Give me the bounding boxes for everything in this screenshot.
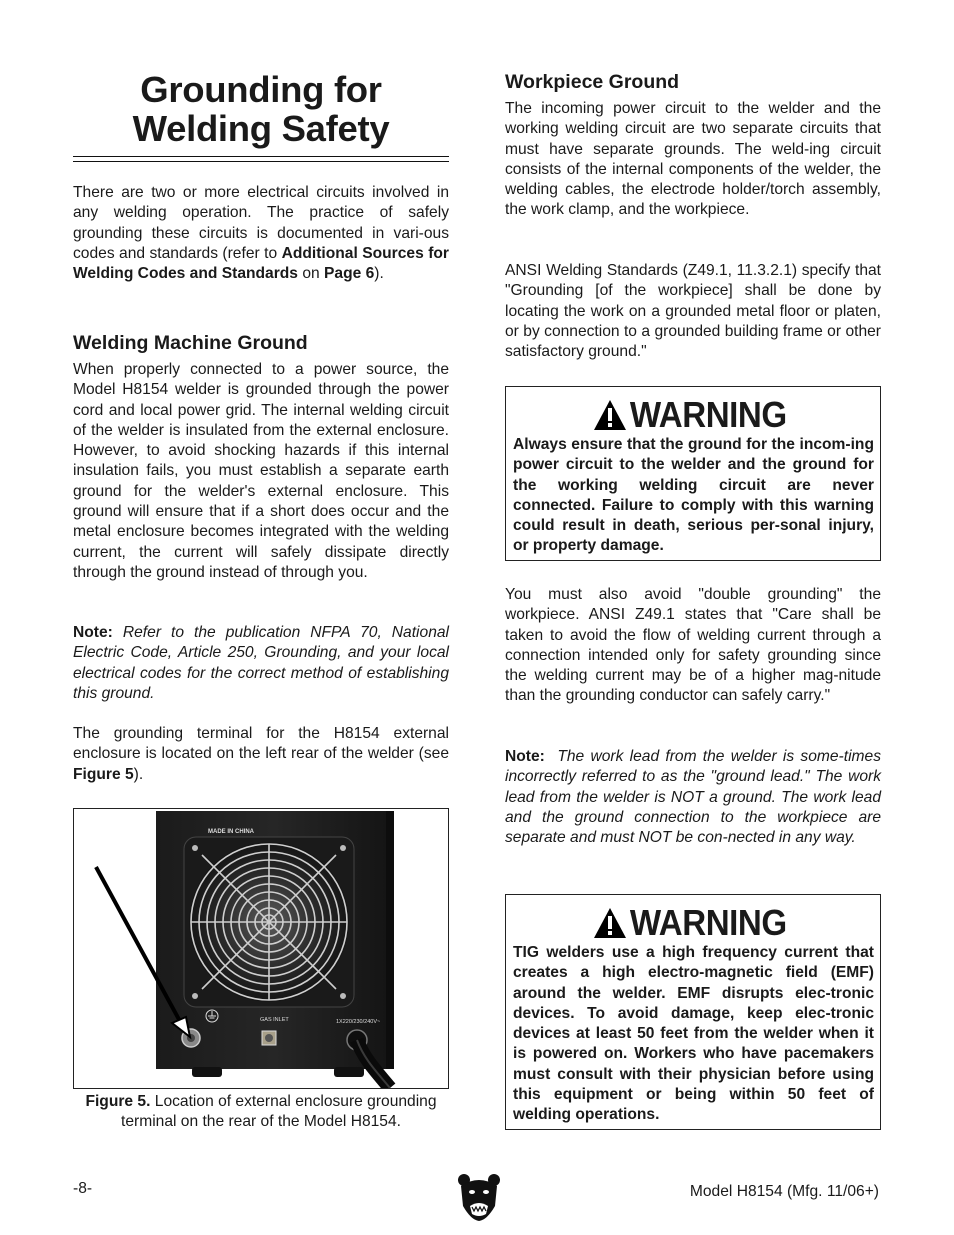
warning-word: WARNING — [629, 902, 787, 943]
welder-rear-illustration — [74, 809, 448, 1088]
page-number: -8- — [73, 1180, 93, 1197]
warning-box-2 — [505, 894, 881, 1130]
machine-ground-note: Note: Refer to the publication NFPA 70, National Electric Code, Article 250, Grounding, and your local electrical codes for the correct method of establishing this ground. — [73, 624, 450, 702]
warning-2-text: TIG welders use a high frequency current that creates a high electro-magnetic field (EMF) around the welder. EMF disrupts elec-tronic devices. To avoid damage, keep elec-tronic devices at least 50 feet from the welder when it is powered on. Workers who have pacemakers must consult with their physician before using this equipment or being within 50 feet of welding operations. — [513, 944, 874, 1124]
bear-logo-icon — [457, 1172, 501, 1222]
warning-1-text: Always ensure that the ground for the incom-ing power circuit to the welder and the ground for the working welding circuit are never connected. Failure to comply with this warning could result in death, serious per-sonal injury, or property damage. — [513, 436, 874, 555]
model-footer: Model H8154 (Mfg. 11/06+) — [689, 1183, 879, 1200]
figure-5-photo — [73, 808, 449, 1089]
double-grounding-paragraph: You must also avoid "double grounding" the workpiece. ANSI Z49.1 states that "Care shall be taken to avoid the flow of welding current through a connection intended only for safety grounding since the welding current may be of a higher mag-nitude than the grounding conductor can safely carry." — [505, 586, 881, 705]
intro-reference: Additional Sources for Welding Codes and Standards — [73, 244, 449, 283]
voltage-label: 1X220/230/240V~ — [336, 1019, 381, 1025]
grounding-terminal-paragraph: The grounding terminal for the H8154 external enclosure is located on the left rear of the welder (see Figure 5). — [73, 725, 449, 783]
welding-machine-ground-heading: Welding Machine Ground — [73, 332, 308, 354]
welding-machine-ground-body: When properly connected to a power source, the Model H8154 welder is grounded through the power cord and local power grid. The internal welding circuit of the welder is insulated from the external enclosure. However, to avoid shocking hazards if this internal insulation fails, you must establish a separate earth ground for the welder's external enclosure. This ground will ensure that if a short does occur and the metal enclosure becomes integrated with the welding current, the current will safely dissipate directly through the ground instead of through you. — [73, 361, 449, 581]
warning-triangle-icon — [593, 399, 627, 431]
work-lead-note: Note: The work lead from the welder is some-times incorrectly referred to as the "ground lead." The work lead from the welder is NOT a ground. The work lead and the ground connection to the workpiece are separate and must NOT be con-nected in any way. — [505, 748, 881, 847]
warning-box-1 — [505, 386, 881, 561]
made-in-china-label: MADE IN CHINA — [208, 829, 254, 835]
intro-page-ref: Page 6 — [324, 265, 375, 283]
title-block — [73, 70, 449, 148]
figure-reference: Figure 5 — [73, 765, 134, 783]
workpiece-ground-paragraph-1: The incoming power circuit to the welder and the working welding circuit are two separate circuits that must have separate grounds. The weld-ing circuit consists of the internal components of the welder, the welding cables, the electrode holder/torch assembly, the work clamp, and the workpiece. — [505, 100, 881, 219]
warning-word: WARNING — [629, 394, 787, 435]
workpiece-ground-heading: Workpiece Ground — [505, 71, 680, 93]
fan-grille — [184, 837, 354, 1007]
title-line-1: Grounding for — [140, 69, 382, 110]
warning-header — [506, 395, 880, 435]
warning-triangle-icon — [593, 907, 627, 939]
page-title — [73, 70, 449, 148]
gas-inlet-label: GAS INLET — [260, 1017, 289, 1023]
warning-header — [506, 903, 880, 943]
gas-inlet-fitting — [262, 1031, 276, 1045]
title-rule — [73, 156, 449, 162]
workpiece-ground-paragraph-2: ANSI Welding Standards (Z49.1, 11.3.2.1) specify that "Grounding [of the workpiece] shall be done by locating the work on a grounded metal floor or platen, or by connection to a grounded building frame or other satisfactory ground." — [505, 262, 881, 361]
figure-5-caption: Figure 5. Location of external enclosure grounding terminal on the rear of the Model H8154. — [85, 1093, 437, 1131]
intro-paragraph: There are two or more electrical circuits involved in any welding operation. The practice of safely grounding these circuits is documented in vari-ous codes and standards (refer to Additional Sources for Welding Codes and Standards on Page 6). — [73, 184, 449, 283]
title-line-2: Welding Safety — [132, 108, 390, 149]
